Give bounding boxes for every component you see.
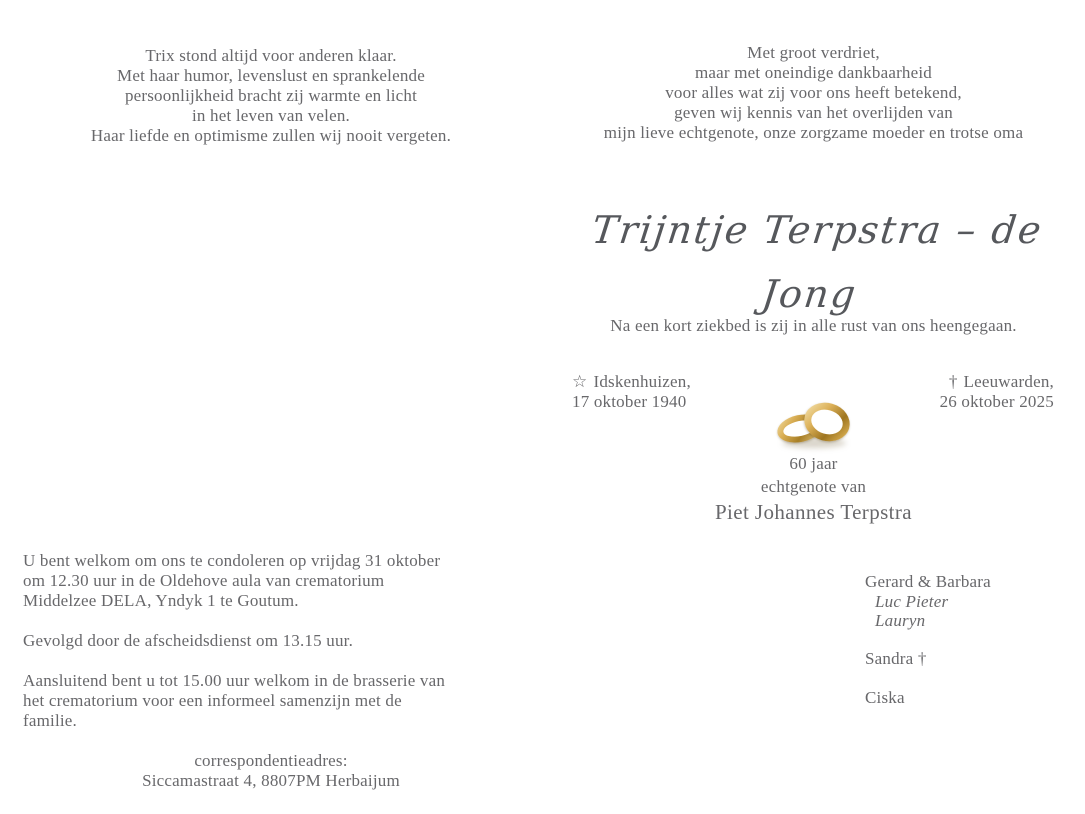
death-announcement xyxy=(550,43,1077,143)
announcement-line: voor alles wat zij voor ons heeft betekend, xyxy=(665,83,962,102)
announcement-line: mijn lieve echtgenote, onze zorgzame moeder en trotse oma xyxy=(603,123,1024,142)
tribute-line: Met haar humor, levenslust en sprankelende xyxy=(117,66,425,85)
family-entry xyxy=(865,648,1075,669)
marriage-info xyxy=(542,452,1085,498)
condolence-line: om 12.30 uur in de Oldehove aula van crematorium xyxy=(23,571,385,590)
family-member: Sandra † xyxy=(865,649,927,668)
correspondence-address-block xyxy=(0,751,542,791)
tribute-line: persoonlijkheid bracht zij warmte en licht xyxy=(124,86,418,105)
correspondence-address: Siccamastraat 4, 8807PM Herbaijum xyxy=(142,771,400,790)
reception-line: het crematorium voor een informeel samenzijn met de xyxy=(23,691,402,710)
family-entry xyxy=(865,687,1075,708)
passing-statement: Na een kort ziekbed is zij in alle rust van ons heengegaan. xyxy=(610,316,1017,335)
tribute-line: in het leven van velen. xyxy=(191,106,350,125)
ring-right-hole xyxy=(808,406,845,438)
deceased-name-script: Trijntje Terpstra – de Jong xyxy=(589,208,1046,316)
death-date: 26 oktober 2025 xyxy=(939,392,1054,411)
condolence-line: Middelzee DELA, Yndyk 1 te Goutum. xyxy=(23,591,299,610)
spouse-prefix: echtgenote van xyxy=(760,477,867,496)
announcement-line: geven wij kennis van het overlijden van xyxy=(674,103,953,122)
family-member: Ciska xyxy=(865,688,905,707)
correspondence-label: correspondentieadres: xyxy=(194,751,348,770)
family-child: Luc Pieter xyxy=(875,592,949,611)
reception-line: Aansluitend bent u tot 15.00 uur welkom in de brasserie van xyxy=(23,671,446,690)
wedding-rings-icon xyxy=(776,402,852,452)
service-paragraph: Gevolgd door de afscheidsdienst om 13.15 uur. xyxy=(23,631,354,650)
spouse-name: Piet Johannes Terpstra xyxy=(714,500,913,524)
tribute-line: Trix stond altijd voor anderen klaar. xyxy=(145,46,397,65)
death-place-line xyxy=(940,372,1054,392)
family-member: Gerard & Barbara xyxy=(865,572,991,591)
birth-place-line xyxy=(572,372,691,392)
birth-star-icon: ☆ xyxy=(572,372,588,391)
condolence-paragraph xyxy=(23,551,531,611)
family-entry xyxy=(865,571,1075,630)
card-right-page xyxy=(542,0,1085,814)
marriage-years-label: 60 jaar xyxy=(789,454,838,473)
tribute-verse xyxy=(30,46,512,146)
tribute-line: Haar liefde en optimisme zullen wij nooit vergeten. xyxy=(90,126,452,145)
death-cross-icon: † xyxy=(948,372,958,391)
death-place: Leeuwarden, xyxy=(963,372,1054,391)
ceremony-information xyxy=(23,551,531,751)
wedding-rings-photo xyxy=(542,402,1085,454)
condolence-line: U bent welkom om ons te condoleren op vrijdag 31 oktober xyxy=(23,551,441,570)
announcement-line: Met groot verdriet, xyxy=(747,43,880,62)
reception-paragraph xyxy=(23,671,531,731)
family-list xyxy=(865,571,1075,726)
family-child: Lauryn xyxy=(875,611,926,630)
birth-place: Idskenhuizen, xyxy=(593,372,691,391)
birth-date: 17 oktober 1940 xyxy=(572,392,687,411)
reception-line: familie. xyxy=(23,711,77,730)
announcement-line: maar met oneindige dankbaarheid xyxy=(694,63,933,82)
card-left-page xyxy=(0,0,542,814)
